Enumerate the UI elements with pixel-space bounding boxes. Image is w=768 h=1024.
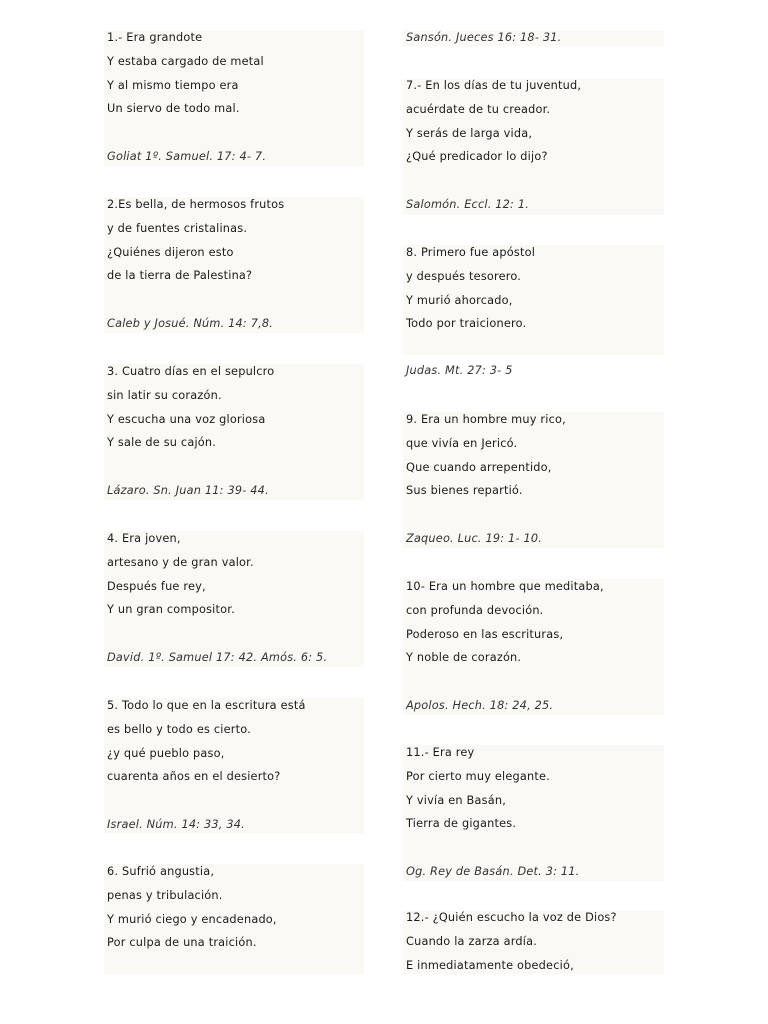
riddle-8-answer: Judas. Mt. 27: 3- 5: [406, 364, 513, 377]
riddle-line: Cuando la zarza ardía.: [406, 935, 537, 948]
riddle-answer: Israel. Núm. 14: 33, 34.: [107, 818, 245, 831]
riddle-line: penas y tribulación.: [107, 889, 223, 902]
riddle-line: ¿y qué pueblo paso,: [107, 747, 225, 760]
riddle-line: que vivía en Jericó.: [406, 437, 518, 450]
riddle-3: [104, 364, 364, 500]
riddle-line: Poderoso en las escrituras,: [406, 628, 564, 641]
riddle-line: 6. Sufrió angustia,: [107, 865, 215, 878]
riddle-line: Por culpa de una traición.: [107, 936, 257, 949]
riddle-line: Y murió ahorcado,: [406, 294, 513, 307]
riddle-11: [403, 745, 664, 881]
riddle-line: Y noble de corazón.: [406, 651, 522, 664]
riddle-4: [104, 531, 364, 667]
riddle-line: Que cuando arrepentido,: [406, 461, 552, 474]
riddle-line: 8. Primero fue apóstol: [406, 246, 536, 259]
riddle-line: Y murió ciego y encadenado,: [107, 913, 277, 926]
riddle-line: sin latir su corazón.: [107, 389, 222, 402]
riddle-line: Un siervo de todo mal.: [107, 102, 240, 115]
riddle-line: 12.- ¿Quién escucho la voz de Dios?: [406, 911, 617, 924]
riddle-line: ¿Quiénes dijeron esto: [107, 246, 234, 259]
riddle-line: Y estaba cargado de metal: [107, 55, 264, 68]
riddle-answer: David. 1º. Samuel 17: 42. Amós. 6: 5.: [107, 651, 328, 664]
riddle-answer: Caleb y Josué. Núm. 14: 7,8.: [107, 317, 274, 330]
riddle-8: [403, 245, 664, 355]
riddle-answer: Apolos. Hech. 18: 24, 25.: [406, 699, 554, 712]
riddle-line: con profunda devoción.: [406, 604, 544, 617]
riddle-line: y de fuentes cristalinas.: [107, 222, 248, 235]
riddle-line: 4. Era joven,: [107, 532, 181, 545]
riddle-line: 7.- En los días de tu juventud,: [406, 79, 582, 92]
riddle-line: Y al mismo tiempo era: [107, 79, 239, 92]
riddle-1: [104, 30, 364, 166]
riddle-line: E inmediatamente obedeció,: [406, 959, 574, 972]
riddle-line: Sus bienes repartió.: [406, 484, 523, 497]
riddle-line: Y serás de larga vida,: [406, 127, 533, 140]
riddle-answer: Goliat 1º. Samuel. 17: 4- 7.: [107, 150, 267, 163]
riddle-7: [403, 79, 664, 215]
riddle-line: Todo por traicionero.: [406, 317, 527, 330]
riddle-12: [403, 911, 664, 974]
riddle-line: Y vivía en Basán,: [406, 794, 506, 807]
riddle-line: Después fue rey,: [107, 580, 206, 593]
riddle-line: 3. Cuatro días en el sepulcro: [107, 365, 275, 378]
riddle-line: cuarenta años en el desierto?: [107, 770, 281, 783]
riddle-5: [104, 698, 364, 834]
riddle-answer: Zaqueo. Luc. 19: 1- 10.: [406, 532, 543, 545]
riddle-answer: Sansón. Jueces 16: 18- 31.: [406, 31, 562, 44]
riddle-6: [104, 864, 364, 974]
riddle-line: 11.- Era rey: [406, 746, 475, 759]
riddle-line: artesano y de gran valor.: [107, 556, 254, 569]
riddle-line: 10- Era un hombre que meditaba,: [406, 580, 604, 593]
riddle-2: [104, 197, 364, 333]
riddle-line: Tierra de gigantes.: [406, 817, 517, 830]
riddle-6-answer: [403, 30, 664, 46]
riddle-9: [403, 412, 664, 548]
riddle-answer: Og. Rey de Basán. Det. 3: 11.: [406, 865, 580, 878]
riddle-line: Por cierto muy elegante.: [406, 770, 550, 783]
riddle-line: 9. Era un hombre muy rico,: [406, 413, 566, 426]
riddle-answer: Salomón. Eccl. 12: 1.: [406, 198, 530, 211]
riddle-line: 2.Es bella, de hermosos frutos: [107, 198, 285, 211]
riddle-line: ¿Qué predicador lo dijo?: [406, 150, 548, 163]
riddle-line: 1.- Era grandote: [107, 31, 203, 44]
riddle-answer: Lázaro. Sn. Juan 11: 39- 44.: [107, 484, 269, 497]
riddle-line: 5. Todo lo que en la escritura está: [107, 699, 306, 712]
riddle-line: y después tesorero.: [406, 270, 522, 283]
riddle-line: de la tierra de Palestina?: [107, 269, 253, 282]
riddle-line: es bello y todo es cierto.: [107, 723, 251, 736]
riddle-line: Y sale de su cajón.: [107, 436, 217, 449]
riddle-line: Y escucha una voz gloriosa: [107, 413, 266, 426]
riddle-10: [403, 579, 664, 715]
riddle-line: Y un gran compositor.: [107, 603, 235, 616]
riddle-line: acuérdate de tu creador.: [406, 103, 551, 116]
